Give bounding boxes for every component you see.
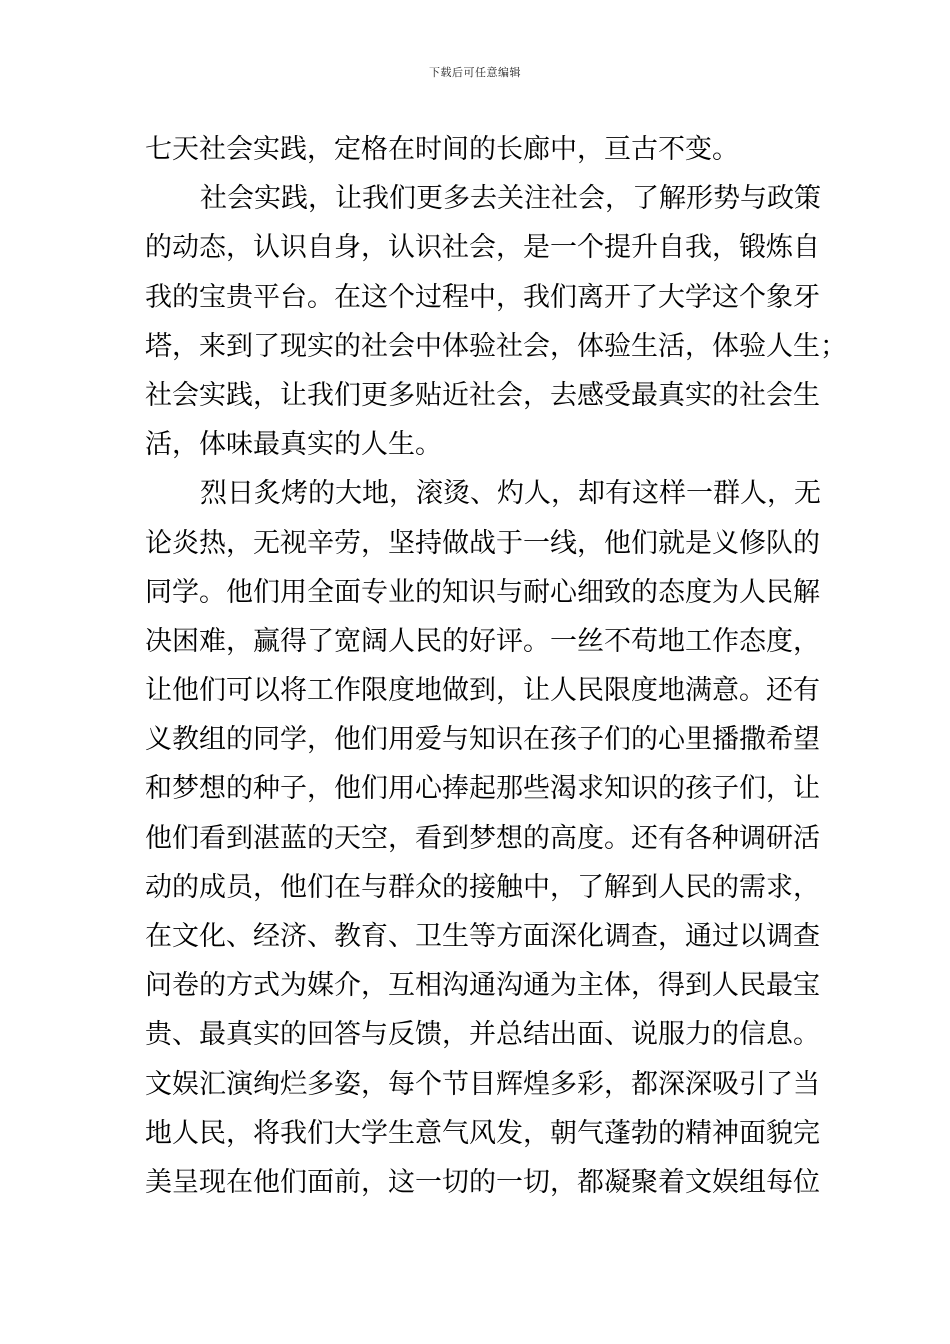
text-line: 义教组的同学，他们用爱与知识在孩子们的心里播撒希望 xyxy=(145,724,820,756)
text-line: 社会实践，让我们更多贴近社会，去感受最真实的社会生 xyxy=(145,379,820,411)
text-line: 的动态，认识自身，认识社会，是一个提升自我，锻炼自 xyxy=(145,232,820,264)
text-line: 在文化、经济、教育、卫生等方面深化调查，通过以调查 xyxy=(145,921,820,952)
text-line: 决困难，赢得了宽阔人民的好评。一丝不苟地工作态度， xyxy=(145,625,820,657)
paragraph-first-line: 烈日炙烤的大地，滚烫、灼人，却有这样一群人，无 xyxy=(200,478,821,510)
text-line: 文娱汇演绚烂多姿，每个节目辉煌多彩，都深深吸引了当 xyxy=(145,1068,820,1100)
text-line: 塔，来到了现实的社会中体验社会，体验生活，体验人生； xyxy=(145,330,847,362)
text-line: 问卷的方式为媒介，互相沟通沟通为主体，得到人民最宝 xyxy=(145,970,820,1002)
text-line: 同学。他们用全面专业的知识与耐心细致的态度为人民解 xyxy=(145,576,820,608)
text-line: 我的宝贵平台。在这个过程中，我们离开了大学这个象牙 xyxy=(145,281,820,313)
page-header: 下载后可任意编辑 xyxy=(429,66,521,79)
paragraph-first-line: 社会实践，让我们更多去关注社会，了解形势与政策 xyxy=(200,183,821,215)
text-line: 动的成员，他们在与群众的接触中，了解到人民的需求， xyxy=(145,871,820,903)
text-line: 他们看到湛蓝的天空，看到梦想的高度。还有各种调研活 xyxy=(145,822,820,854)
text-line: 让他们可以将工作限度地做到，让人民限度地满意。还有 xyxy=(145,675,820,707)
text-line: 地人民，将我们大学生意气风发，朝气蓬勃的精神面貌完 xyxy=(145,1117,820,1149)
text-line: 美呈现在他们面前，这一切的一切，都凝聚着文娱组每位 xyxy=(145,1166,820,1198)
text-line: 活，体味最真实的人生。 xyxy=(145,429,442,461)
body-text xyxy=(145,125,847,1207)
text-line: 七天社会实践，定格在时间的长廊中，亘古不变。 xyxy=(145,134,739,165)
text-line: 贵、最真实的回答与反馈，并总结出面、说服力的信息。 xyxy=(145,1019,820,1051)
text-line: 和梦想的种子，他们用心捧起那些渴求知识的孩子们，让 xyxy=(145,773,820,805)
text-line: 论炎热，无视辛劳，坚持做战于一线，他们就是义修队的 xyxy=(145,527,820,559)
